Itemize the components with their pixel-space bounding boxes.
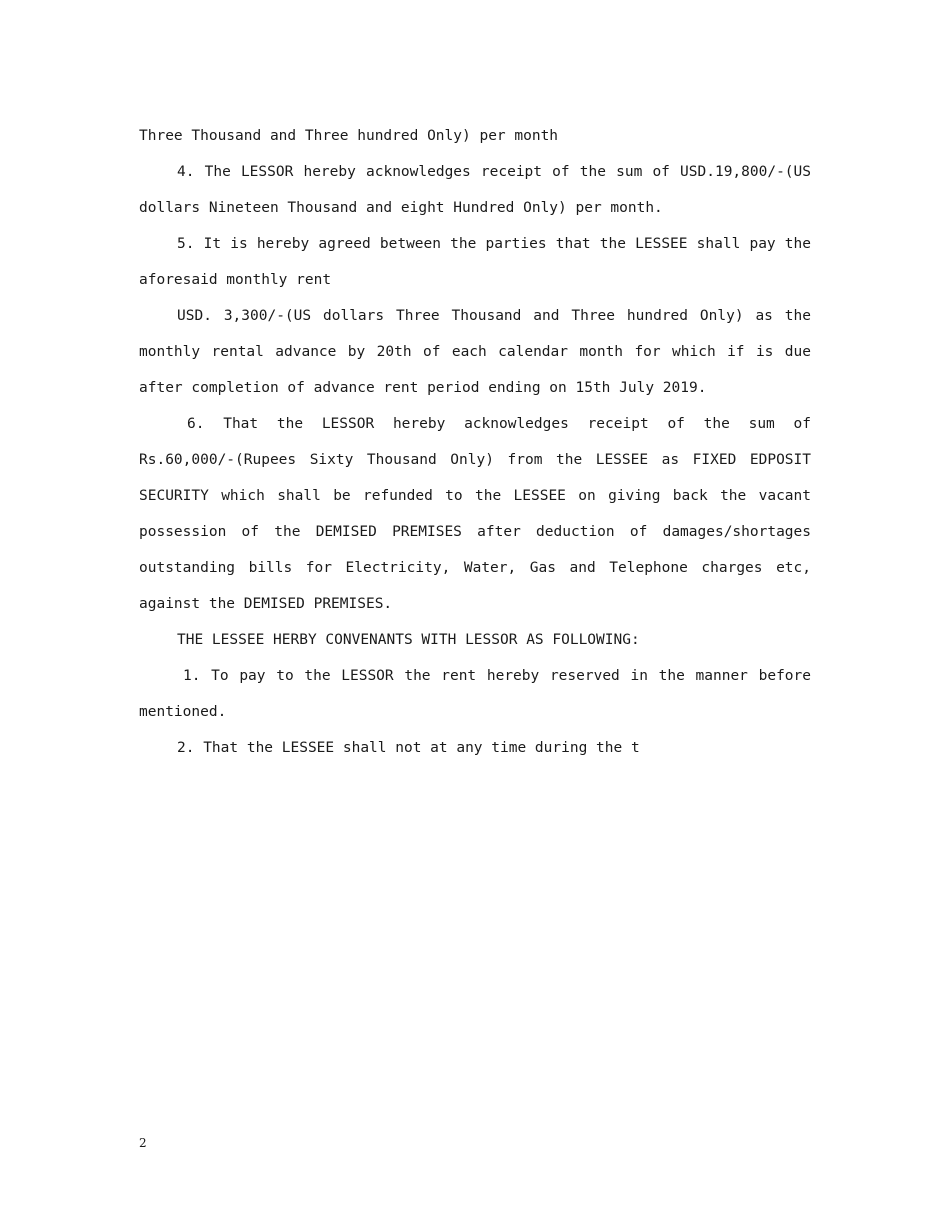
paragraph-clause-4: 4. The LESSOR hereby acknowledges receipt of the sum of USD.19,800/-(US dollars Nineteen Thousand and eight Hundred Only) per month.: [139, 164, 811, 216]
page-number: 2: [139, 1136, 147, 1150]
document-body: [139, 118, 811, 766]
paragraph-clause-6: 6. That the LESSOR hereby acknowledges receipt of the sum of Rs.60,000/-(Rupees Sixty Thousand Only) from the LESSEE as FIXED EDPOSIT SECURITY which shall be refunded to the LESSEE on giving back the vacant possession of the DEMISED PREMISES after deduction of damages/shortages outstanding bills for Electricity, Water, Gas and Telephone charges etc, against the DEMISED PREMISES.: [139, 416, 811, 612]
paragraph-monthly-advance: USD. 3,300/-(US dollars Three Thousand and Three hundred Only) as the monthly rental advance by 20th of each calendar month for which if is due after completion of advance rent period ending on 15th July 2019.: [139, 308, 811, 396]
paragraph-convenant-1: 1. To pay to the LESSOR the rent hereby reserved in the manner before mentioned.: [139, 668, 811, 720]
paragraph-convenants-heading: THE LESSEE HERBY CONVENANTS WITH LESSOR AS FOLLOWING:: [177, 632, 640, 648]
paragraph-rent-continuation: Three Thousand and Three hundred Only) per month: [139, 128, 559, 144]
paragraph-convenant-2: 2. That the LESSEE shall not at any time during the t: [177, 740, 640, 756]
paragraph-clause-5: 5. It is hereby agreed between the parties that the LESSEE shall pay the aforesaid monthly rent: [139, 236, 811, 288]
